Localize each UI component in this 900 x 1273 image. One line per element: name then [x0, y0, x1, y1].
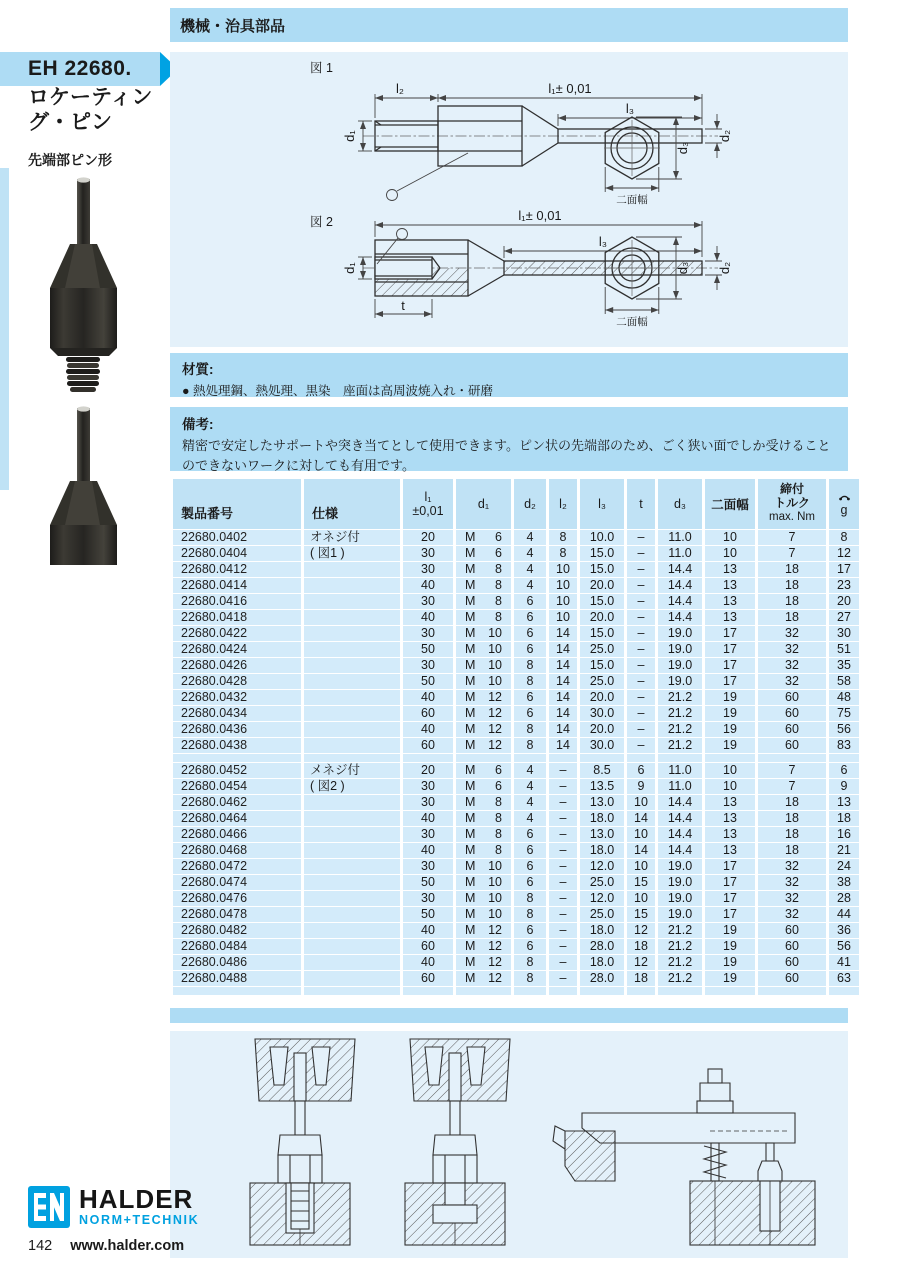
technical-drawings — [170, 52, 848, 347]
remarks-text: 精密で安定したサポートや突き当てとして使用できます。ピン状の先端部のため、ごく狭い面でしか受けることのできないワークに対しても有用です。 — [182, 438, 831, 473]
application-drawing-1 — [250, 1039, 355, 1245]
table-row: 22680.0476 30 M 10 8 – 12.0 10 19.0 17 32 28 — [173, 891, 859, 906]
dim-t-fig2: t — [401, 298, 405, 313]
table-row: 22680.0412 30 M 8 4 10 15.0 – 14.4 13 18 17 — [173, 562, 859, 577]
application-drawing-3 — [553, 1069, 815, 1245]
application-panel — [170, 1031, 848, 1258]
table-row: 22680.0452 メネジ付 20 M 6 4 – 8.5 6 11.0 10 7 6 — [173, 763, 859, 778]
table-row: 22680.0482 40 M 12 6 – 18.0 12 21.2 19 60 36 — [173, 923, 859, 938]
table-spacer-row — [173, 987, 859, 995]
col-spec: 仕様 — [304, 479, 400, 529]
halder-logo-icon — [28, 1186, 70, 1228]
table-row: 22680.0472 30 M 10 6 – 12.0 10 19.0 17 32 24 — [173, 859, 859, 874]
table-row: 22680.0486 40 M 12 8 – 18.0 12 21.2 19 60 41 — [173, 955, 859, 970]
footer-logo — [28, 1186, 199, 1228]
table-row: 22680.0424 50 M 10 6 14 25.0 – 19.0 17 32 51 — [173, 642, 859, 657]
dim-flats-fig2: 二面幅 — [616, 316, 648, 328]
dim-d2-fig1: d₂ — [717, 129, 732, 143]
dim-l3-fig2: l₃ — [598, 234, 608, 249]
dim-l1-fig2: l₁± 0,01 — [518, 208, 562, 223]
material-heading: 材質: — [182, 362, 214, 377]
col-t: t — [627, 479, 655, 529]
dim-flats-fig1: 二面幅 — [616, 194, 648, 206]
table-row: 22680.0414 40 M 8 4 10 20.0 – 14.4 13 18 23 — [173, 578, 859, 593]
table-row: 22680.0438 60 M 12 8 14 30.0 – 21.2 19 60 83 — [173, 738, 859, 753]
dim-d3-fig1: d₃ — [675, 141, 690, 155]
dim-l1-fig1: l₁± 0,01 — [548, 81, 592, 96]
spec-table — [170, 478, 862, 996]
table-row: 22680.0478 50 M 10 8 – 25.0 15 19.0 17 32 44 — [173, 907, 859, 922]
table-row: 22680.0426 30 M 10 8 14 15.0 – 19.0 17 32 35 — [173, 658, 859, 673]
application-drawings — [170, 1031, 848, 1258]
remarks-section — [170, 407, 848, 471]
table-row: 22680.0468 40 M 8 6 – 18.0 14 14.4 13 18 21 — [173, 843, 859, 858]
dim-l3-fig1: l₃ — [625, 101, 635, 116]
dim-d3-fig2: d₃ — [675, 261, 690, 275]
footer-line — [28, 1238, 184, 1254]
material-section — [170, 353, 848, 397]
figure-1-label: 図 1 — [310, 61, 333, 75]
table-body — [173, 530, 859, 995]
dim-d2-fig2: d₂ — [717, 261, 732, 275]
table-row: 22680.0422 30 M 10 6 14 15.0 – 19.0 17 32 30 — [173, 626, 859, 641]
table-row: 22680.0402 オネジ付 20 M 6 4 8 10.0 – 11.0 10 7 8 — [173, 530, 859, 545]
brand-subtitle: NORM+TECHNIK — [79, 1213, 200, 1227]
table-header-row — [173, 479, 859, 529]
bottom-divider-bar — [170, 1008, 848, 1023]
table-row: 22680.0462 30 M 8 4 – 13.0 10 14.4 13 18 13 — [173, 795, 859, 810]
table-row: 22680.0454 ( 図2 ) 30 M 6 4 – 13.5 9 11.0 10 7 9 — [173, 779, 859, 794]
table-row: 22680.0464 40 M 8 4 – 18.0 14 14.4 13 18 18 — [173, 811, 859, 826]
table-row: 22680.0432 40 M 12 6 14 20.0 – 21.2 19 60 48 — [173, 690, 859, 705]
product-title: ロケーティング・ピン — [28, 86, 153, 134]
page-number: 142 — [28, 1238, 53, 1254]
dim-d1-fig1: d₁ — [342, 130, 357, 142]
col-l2: l₂ — [549, 479, 577, 529]
col-d2: d₂ — [514, 479, 546, 529]
remarks-heading: 備考: — [182, 417, 214, 432]
table-row: 22680.0488 60 M 12 8 – 28.0 18 21.2 19 60 63 — [173, 971, 859, 986]
material-text: ● 熱処理鋼、熱処理、黒染 座面は高周波焼入れ・研磨 — [182, 384, 494, 398]
product-photo-external-thread — [20, 176, 150, 401]
brand-name: HALDER — [79, 1184, 194, 1214]
table-row: 22680.0416 30 M 8 6 10 15.0 – 14.4 13 18 20 — [173, 594, 859, 609]
table-row: 22680.0428 50 M 10 8 14 25.0 – 19.0 17 32 58 — [173, 674, 859, 689]
col-l1: l₁ ±0,01 — [403, 479, 453, 529]
col-l3: l₃ — [580, 479, 624, 529]
application-drawing-2 — [405, 1039, 510, 1245]
table-row: 22680.0436 40 M 12 8 14 20.0 – 21.2 19 60 56 — [173, 722, 859, 737]
category-bar — [170, 8, 848, 42]
dim-d1-fig2: d₁ — [342, 262, 357, 274]
product-code: EH 22680. — [28, 57, 132, 80]
weight-scale-icon — [838, 492, 851, 501]
spec-table-wrap — [170, 478, 862, 996]
table-spacer-row — [173, 754, 859, 762]
table-row: 22680.0434 60 M 12 6 14 30.0 – 21.2 19 60 75 — [173, 706, 859, 721]
product-subtitle: 先端部ピン形 — [28, 152, 112, 168]
website: www.halder.com — [70, 1238, 185, 1254]
table-row: 22680.0474 50 M 10 6 – 25.0 15 19.0 17 32 38 — [173, 875, 859, 890]
table-row: 22680.0404 ( 図1 ) 30 M 6 4 8 15.0 – 11.0 10 7 12 — [173, 546, 859, 561]
category-label: 機械・治具部品 — [180, 17, 286, 35]
product-photo-internal-thread — [20, 405, 150, 567]
col-d3: d₃ — [658, 479, 702, 529]
col-d1: d₁ — [456, 479, 511, 529]
table-row: 22680.0484 60 M 12 6 – 28.0 18 21.2 19 60 56 — [173, 939, 859, 954]
figure-panel — [170, 52, 848, 347]
col-torque: 締付 トルク max. Nm — [758, 479, 826, 529]
col-weight: g — [829, 479, 859, 529]
figure-2-label: 図 2 — [310, 215, 333, 229]
product-code-box — [0, 52, 160, 86]
table-row: 22680.0466 30 M 8 6 – 13.0 10 14.4 13 18 16 — [173, 827, 859, 842]
side-tab — [0, 168, 9, 490]
table-row: 22680.0418 40 M 8 6 10 20.0 – 14.4 13 18 27 — [173, 610, 859, 625]
dim-l2-fig1: l₂ — [396, 81, 404, 96]
col-flats: 二面幅 — [705, 479, 755, 529]
col-product-no: 製品番号 — [173, 479, 301, 529]
